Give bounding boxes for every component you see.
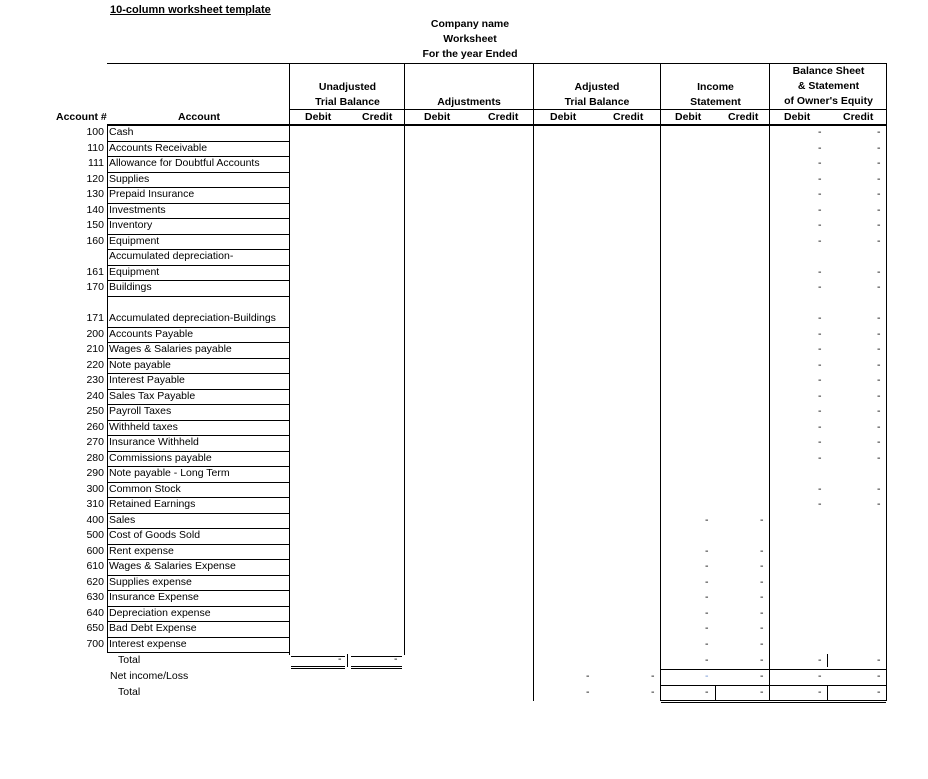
bs-credit-value: -	[877, 343, 881, 355]
income-line2: Statement	[690, 96, 741, 108]
bs-debit-header: Debit	[784, 111, 811, 123]
account-number: 650	[86, 622, 104, 634]
bs-debit-value: -	[818, 126, 822, 138]
bs-debit-value: -	[818, 451, 822, 464]
unadj-credit-header: Credit	[362, 111, 393, 123]
account-name: Wages & Salaries Expense	[109, 560, 236, 572]
table-row	[0, 141, 928, 157]
bs-debit-value: -	[818, 234, 822, 247]
is-debit-value: -	[705, 575, 709, 588]
table-row	[0, 234, 928, 250]
table-row	[0, 311, 928, 327]
adj-debit-header: Debit	[424, 111, 451, 123]
table-row	[0, 420, 928, 436]
is-credit-value: -	[760, 544, 764, 557]
balance-sheet-header	[770, 64, 887, 109]
table-row	[0, 637, 928, 653]
bs-credit-value: -	[877, 482, 881, 495]
account-number: 260	[86, 420, 104, 433]
income-line1: Income	[697, 81, 734, 93]
table-row	[0, 466, 928, 482]
is-debit-value: -	[705, 622, 709, 634]
bs-credit-value: -	[877, 498, 881, 510]
account-name: Equipment	[109, 265, 160, 278]
table-row	[0, 590, 928, 606]
is-grand-debit: -	[705, 686, 709, 698]
grand-total-double-underline	[661, 700, 886, 703]
bs-credit-value: -	[877, 327, 881, 340]
account-number: 220	[86, 358, 104, 371]
bs-debit-value: -	[818, 157, 822, 169]
table-row	[0, 296, 928, 312]
bs-grand-mid-border	[827, 686, 828, 700]
is-credit-value: -	[760, 606, 764, 619]
bs-credit-value: -	[877, 126, 881, 138]
table-row	[0, 435, 928, 451]
table-row	[0, 513, 928, 529]
account-name: Buildings	[109, 281, 152, 293]
account-number: 130	[86, 188, 104, 200]
table-row	[0, 249, 928, 265]
bs-debit-value: -	[818, 312, 822, 324]
bs-debit-total: -	[818, 654, 822, 666]
adj-credit-header: Credit	[488, 111, 519, 123]
account-name: Rent expense	[109, 544, 174, 557]
company-name: Company name	[430, 18, 510, 30]
bs-credit-value: -	[877, 219, 881, 231]
account-name: Sales	[109, 513, 136, 526]
net-income-label: Net income/Loss	[110, 670, 189, 682]
account-number: 170	[86, 281, 104, 293]
unadj-debit-total: -	[338, 653, 342, 665]
table-row	[0, 559, 928, 575]
account-number: 140	[86, 203, 104, 216]
account-name: Bad Debt Expense	[109, 622, 197, 634]
bs-debit-value: -	[818, 358, 822, 371]
account-name: Interest Payable	[109, 374, 185, 386]
total-label: Total	[118, 654, 141, 666]
bs-debit-value: -	[818, 482, 822, 495]
account-name: Cost of Goods Sold	[109, 529, 201, 541]
bs-net-credit: -	[877, 670, 881, 682]
bs-total-mid-border	[827, 654, 828, 667]
account-number: 310	[86, 498, 104, 510]
account-name: Cash	[109, 126, 134, 138]
net-row-underline	[661, 685, 886, 686]
bs-debit-value: -	[818, 420, 822, 433]
adjusted-line2: Trial Balance	[564, 96, 630, 108]
account-number: 111	[88, 157, 104, 169]
account-number: 120	[86, 172, 104, 185]
account-name: Withheld taxes	[109, 420, 178, 433]
account-name: Supplies	[109, 172, 150, 185]
is-credit-total: -	[760, 654, 764, 666]
table-row	[0, 280, 928, 296]
is-debit-value: -	[705, 591, 709, 603]
row-underline	[107, 652, 289, 653]
account-name: Accounts Receivable	[109, 141, 208, 154]
period-label: For the year Ended	[422, 48, 518, 60]
bs-credit-value: -	[877, 188, 881, 200]
account-number: 400	[86, 513, 104, 526]
bs-debit-value: -	[818, 172, 822, 185]
bs-debit-value: -	[818, 203, 822, 216]
bs-net-debit: -	[818, 670, 822, 682]
account-number: 630	[86, 591, 104, 603]
bs-credit-value: -	[877, 358, 881, 371]
account-name: Supplies expense	[109, 575, 192, 588]
bs-credit-value: -	[877, 312, 881, 324]
account-name: Insurance Expense	[109, 591, 199, 603]
unadj-credit-total: -	[394, 653, 398, 665]
bs-debit-value: -	[818, 281, 822, 293]
account-number: 250	[86, 405, 104, 417]
account-number: 110	[87, 141, 104, 154]
table-row	[0, 544, 928, 560]
account-number: 161	[86, 265, 104, 278]
bs-credit-value: -	[877, 234, 881, 247]
unadj-mid-border	[347, 654, 348, 667]
is-credit-value: -	[760, 575, 764, 588]
bs-credit-value: -	[877, 172, 881, 185]
adjustments-header: Adjustments	[437, 96, 501, 108]
bs-line3: of Owner's Equity	[784, 95, 873, 107]
account-number: 500	[86, 529, 104, 541]
bs-credit-value: -	[877, 405, 881, 417]
unadjusted-line1: Unadjusted	[318, 81, 377, 93]
account-number: 280	[86, 451, 104, 464]
bs-debit-value: -	[818, 405, 822, 417]
adjtb-net-debit: -	[586, 670, 590, 682]
table-row	[0, 327, 928, 343]
account-name: Payroll Taxes	[109, 405, 172, 417]
table-row	[0, 358, 928, 374]
adjtb-grand-debit: -	[586, 686, 590, 698]
table-row	[0, 265, 928, 281]
grand-total-label: Total	[118, 686, 141, 698]
account-name: Insurance Withheld	[109, 436, 199, 448]
table-row	[0, 575, 928, 591]
account-name: Retained Earnings	[109, 498, 196, 510]
account-name: Common Stock	[109, 482, 181, 495]
group-header-underline	[290, 109, 887, 110]
bs-debit-value: -	[818, 436, 822, 448]
bs-debit-value: -	[818, 374, 822, 386]
is-grand-credit: -	[760, 686, 764, 698]
account-name: Accounts Payable	[109, 327, 194, 340]
table-row	[0, 606, 928, 622]
account-number: 210	[86, 343, 104, 355]
unadj-debit-header: Debit	[305, 111, 332, 123]
account-name: Wages & Salaries payable	[109, 343, 232, 355]
account-name: Allowance for Doubtful Accounts	[109, 157, 260, 169]
bs-grand-debit: -	[818, 686, 822, 698]
account-number: 640	[86, 606, 104, 619]
income-header	[661, 80, 770, 110]
account-name: Interest expense	[109, 637, 187, 650]
bs-debit-value: -	[818, 141, 822, 154]
is-credit-value: -	[760, 637, 764, 650]
adjusted-header	[533, 80, 661, 110]
account-name: Commissions payable	[109, 451, 212, 464]
table-row	[0, 342, 928, 358]
total-row-underline	[661, 669, 886, 670]
is-credit-value: -	[760, 560, 764, 572]
bs-debit-value: -	[818, 265, 822, 278]
bs-debit-value: -	[818, 498, 822, 510]
account-name: Prepaid Insurance	[109, 188, 195, 200]
is-credit-value: -	[760, 591, 764, 603]
bs-credit-value: -	[877, 436, 881, 448]
table-row	[0, 203, 928, 219]
account-number-header: Account #	[56, 111, 107, 123]
adjtb-credit-header: Credit	[613, 111, 644, 123]
account-number: 270	[86, 436, 104, 448]
account-name: Sales Tax Payable	[109, 389, 196, 402]
account-name: Inventory	[109, 219, 153, 231]
account-name: Accumulated depreciation-	[109, 250, 234, 262]
is-net-credit: -	[760, 670, 764, 682]
table-row	[0, 451, 928, 467]
bs-line2: & Statement	[797, 80, 860, 92]
bs-credit-value: -	[877, 374, 881, 386]
bs-credit-header: Credit	[843, 111, 874, 123]
bs-line1: Balance Sheet	[792, 65, 865, 77]
table-row	[0, 125, 928, 141]
bs-credit-value: -	[877, 157, 881, 169]
is-net-debit: -	[705, 670, 709, 682]
bs-debit-value: -	[818, 343, 822, 355]
account-number: 610	[86, 560, 104, 572]
bs-grand-credit: -	[877, 686, 881, 698]
account-number: 160	[86, 234, 104, 247]
account-number: 200	[86, 327, 104, 340]
adjtb-net-credit: -	[651, 670, 655, 682]
account-number: 290	[86, 467, 104, 479]
table-row	[0, 404, 928, 420]
bs-credit-value: -	[877, 141, 881, 154]
table-row	[0, 156, 928, 172]
is-credit-value: -	[760, 622, 764, 634]
account-name: Accumulated depreciation-Buildings	[109, 312, 276, 324]
worksheet-label: Worksheet	[443, 33, 497, 45]
account-number: 150	[86, 219, 104, 231]
account-name: Note payable - Long Term	[109, 467, 230, 479]
table-row	[0, 389, 928, 405]
unadj-credit-total-double	[351, 666, 402, 669]
account-number: 700	[86, 637, 104, 650]
is-credit-header: Credit	[728, 111, 759, 123]
is-debit-value: -	[705, 560, 709, 572]
unadjusted-header	[290, 80, 405, 110]
is-grand-mid-border	[715, 686, 716, 700]
table-row	[0, 482, 928, 498]
unadj-debit-total-line	[291, 656, 345, 657]
adjusted-line1: Adjusted	[574, 81, 620, 93]
adjtb-grand-credit: -	[651, 686, 655, 698]
account-number: 600	[86, 544, 104, 557]
adjtb-debit-header: Debit	[550, 111, 577, 123]
account-header: Account	[178, 111, 220, 123]
unadjusted-line2: Trial Balance	[315, 96, 380, 108]
bs-debit-value: -	[818, 219, 822, 231]
bs-debit-value: -	[818, 188, 822, 200]
account-name: Investments	[109, 203, 166, 216]
is-debit-header: Debit	[675, 111, 702, 123]
account-number: 300	[86, 482, 104, 495]
bs-credit-value: -	[877, 281, 881, 293]
table-row	[0, 528, 928, 544]
table-row	[0, 497, 928, 513]
table-row	[0, 621, 928, 637]
account-number: 100	[86, 126, 104, 138]
bs-credit-value: -	[877, 389, 881, 402]
table-row	[0, 218, 928, 234]
table-row	[0, 187, 928, 203]
bs-credit-value: -	[877, 203, 881, 216]
account-number: 171	[86, 312, 104, 324]
account-name: Depreciation expense	[109, 606, 211, 619]
account-name: Note payable	[109, 358, 171, 371]
table-row	[0, 172, 928, 188]
table-row	[0, 373, 928, 389]
bs-debit-value: -	[818, 389, 822, 402]
is-debit-value: -	[705, 544, 709, 557]
account-number: 240	[86, 389, 104, 402]
is-credit-value: -	[760, 513, 764, 526]
unadj-debit-total-double	[291, 666, 345, 669]
bs-credit-total: -	[877, 654, 881, 666]
is-debit-value: -	[705, 637, 709, 650]
worksheet-title: 10-column worksheet template	[110, 4, 271, 16]
bs-debit-value: -	[818, 327, 822, 340]
bs-credit-value: -	[877, 451, 881, 464]
is-debit-value: -	[705, 606, 709, 619]
is-debit-total: -	[705, 654, 709, 666]
account-number: 620	[86, 575, 104, 588]
account-name-left-border	[107, 125, 108, 652]
is-debit-value: -	[705, 513, 709, 526]
bs-credit-value: -	[877, 420, 881, 433]
account-number: 230	[86, 374, 104, 386]
account-name: Equipment	[109, 234, 160, 247]
bs-credit-value: -	[877, 265, 881, 278]
